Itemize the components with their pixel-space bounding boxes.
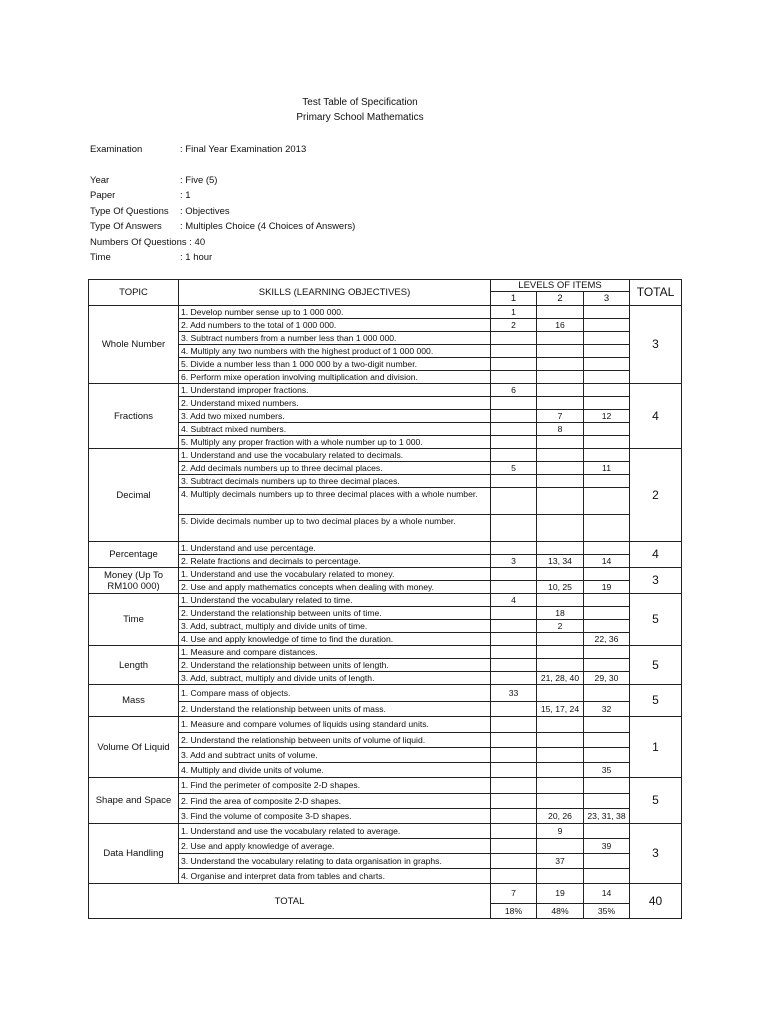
skill-cell: 4. Subtract mixed numbers. [179,423,491,436]
skill-cell: 2. Understand the relationship between units of time. [179,607,491,620]
topic-total-cell: 5 [630,778,682,824]
level-1-cell: 6 [491,384,537,397]
level-2-cell [537,778,584,794]
level-1-cell: 3 [491,555,537,568]
level-3-cell [584,607,630,620]
level-1-cell [491,869,537,884]
level-1-cell [491,607,537,620]
level-3-cell: 12 [584,410,630,423]
topic-total-cell: 5 [630,646,682,685]
level-1-cell [491,542,537,555]
skill-cell: 2. Understand mixed numbers. [179,397,491,410]
level-2-cell [537,794,584,809]
skill-cell: 2. Understand the relationship between units of mass. [179,702,491,717]
level-2-cell [537,646,584,659]
skill-cell: 2. Add decimals numbers up to three decimal places. [179,462,491,475]
level-1-cell [491,763,537,778]
doc-title: Test Table of Specification [302,97,418,108]
skill-cell: 4. Organise and interpret data from tables and charts. [179,869,491,884]
table-row [89,824,682,839]
meta-value: : Multiples Choice (4 Choices of Answers) [180,221,356,232]
level-2-cell: 13, 34 [537,555,584,568]
topic-total-cell: 2 [630,449,682,542]
skill-cell: 2. Find the area of composite 2-D shapes. [179,794,491,809]
level-1-cell [491,633,537,646]
skill-cell: 1. Measure and compare distances. [179,646,491,659]
level-2-cell [537,449,584,462]
level-1-cell: 4 [491,594,537,607]
meta-label: Examination [90,144,143,155]
level-1-cell [491,410,537,423]
level-3-cell [584,475,630,488]
table-row [89,778,682,794]
level-1-cell [491,733,537,748]
level-3-cell [584,423,630,436]
skill-cell: 5. Divide a number less than 1 000 000 by a two-digit number. [179,358,491,371]
level-3-cell: 19 [584,581,630,594]
topic-cell: Length [89,646,179,685]
level-2-cell [537,594,584,607]
level-2-cell [537,748,584,763]
topic-total-cell: 3 [630,568,682,594]
level-2-cell [537,371,584,384]
level-2-cell [537,462,584,475]
level-3-cell [584,384,630,397]
level-3-cell [584,620,630,633]
skill-cell: 2. Understand the relationship between units of length. [179,659,491,672]
skill-cell: 1. Compare mass of objects. [179,685,491,702]
level-3-cell [584,397,630,410]
level-1-cell [491,397,537,410]
topic-total-cell: 5 [630,685,682,717]
topic-cell: Data Handling [89,824,179,884]
percent-level-3: 35% [584,904,630,919]
skill-cell: 5. Divide decimals number up to two decimal places by a whole number. [179,515,491,542]
skill-cell: 1. Understand and use the vocabulary related to decimals. [179,449,491,462]
level-2-cell [537,869,584,884]
level-1-cell [491,568,537,581]
table-row [89,646,682,659]
skill-cell: 1. Understand improper fractions. [179,384,491,397]
level-2-cell [537,488,584,515]
topic-cell: Time [89,594,179,646]
skill-cell: 5. Multiply any proper fraction with a whole number up to 1 000. [179,436,491,449]
meta-label: Paper [90,190,116,201]
level-3-cell [584,778,630,794]
level-1-cell: 5 [491,462,537,475]
level-1-cell [491,358,537,371]
level-3-cell [584,345,630,358]
topic-cell: Shape and Space [89,778,179,824]
skill-cell: 2. Understand the relationship between units of volume of liquid. [179,733,491,748]
skill-cell: 2. Add numbers to the total of 1 000 000. [179,319,491,332]
table-row [89,449,682,462]
level-3-cell [584,449,630,462]
skill-cell: 1. Understand and use percentage. [179,542,491,555]
level-3-cell [584,319,630,332]
level-2-cell [537,332,584,345]
level-3-cell [584,332,630,345]
level-2-cell: 9 [537,824,584,839]
table-row [89,594,682,607]
skill-cell: 4. Multiply decimals numbers up to three decimal places with a whole number. [179,488,491,515]
level-1-cell [491,620,537,633]
level-1-cell [491,436,537,449]
meta-value: : 1 [180,190,191,201]
level-1-cell: 33 [491,685,537,702]
level-3-cell: 29, 30 [584,672,630,685]
level-2-cell: 37 [537,854,584,869]
meta-label: Time [90,252,111,263]
skill-cell: 1. Understand and use the vocabulary related to money. [179,568,491,581]
level-2-cell [537,345,584,358]
level-3-cell: 32 [584,702,630,717]
level-1-cell [491,794,537,809]
topic-total-cell: 5 [630,594,682,646]
level-3-cell [584,436,630,449]
total-row-label: TOTAL [89,884,491,919]
level-1-cell [491,839,537,854]
level-1-cell [491,778,537,794]
skill-cell: 1. Develop number sense up to 1 000 000. [179,306,491,319]
table-row [89,384,682,397]
topic-cell: Volume Of Liquid [89,717,179,778]
meta-label: Year [90,175,110,186]
skill-cell: 3. Find the volume of composite 3-D shapes. [179,809,491,824]
level-2-cell [537,515,584,542]
skill-cell: 1. Understand the vocabulary related to time. [179,594,491,607]
table-row [89,542,682,555]
level-3-cell [584,306,630,319]
level-2-cell [537,763,584,778]
percent-level-1: 18% [491,904,537,919]
level-3-cell [584,685,630,702]
level-1-cell [491,824,537,839]
level-3-cell [584,717,630,733]
levels-header: LEVELS OF ITEMS [491,280,630,292]
total-level-1: 7 [491,884,537,904]
topic-cell: Decimal [89,449,179,542]
meta-label: Type Of Answers [90,221,162,232]
level-1-cell [491,748,537,763]
level-1-cell [491,332,537,345]
level-2-cell: 7 [537,410,584,423]
level-3-cell [584,733,630,748]
level-1-cell [491,646,537,659]
level-3-cell [584,488,630,515]
level-1-cell [491,371,537,384]
topic-cell: Mass [89,685,179,717]
meta-value: : Final Year Examination 2013 [180,144,307,155]
level-2-cell: 10, 25 [537,581,584,594]
level-2-cell [537,659,584,672]
level-3-cell: 39 [584,839,630,854]
topic-cell: Whole Number [89,306,179,384]
level-2-cell [537,839,584,854]
level-3-cell [584,794,630,809]
level-3-cell [584,371,630,384]
level-3-cell [584,659,630,672]
topic-header: TOPIC [89,280,179,306]
topic-total-cell: 4 [630,384,682,449]
level-2-cell: 15, 17, 24 [537,702,584,717]
table-row [89,306,682,319]
skill-cell: 1. Find the perimeter of composite 2-D shapes. [179,778,491,794]
level-3-cell [584,869,630,884]
level-2-cell: 16 [537,319,584,332]
level-1-header: 1 [491,292,537,306]
level-3-cell [584,358,630,371]
skill-cell: 2. Use and apply mathematics concepts when dealing with money. [179,581,491,594]
level-3-cell: 22, 36 [584,633,630,646]
meta-value: : Five (5) [180,175,218,186]
skill-cell: 3. Add two mixed numbers. [179,410,491,423]
level-2-cell: 2 [537,620,584,633]
level-1-cell [491,345,537,358]
level-3-cell: 35 [584,763,630,778]
level-3-cell [584,824,630,839]
level-1-cell [491,854,537,869]
level-2-cell [537,633,584,646]
skill-cell: 3. Add, subtract, multiply and divide units of time. [179,620,491,633]
level-1-cell [491,717,537,733]
skills-header: SKILLS (LEARNING OBJECTIVES) [179,280,491,306]
level-3-cell: 11 [584,462,630,475]
level-3-cell [584,568,630,581]
level-1-cell [491,672,537,685]
skill-cell: 3. Add and subtract units of volume. [179,748,491,763]
level-1-cell [491,423,537,436]
level-3-cell [584,854,630,869]
skill-cell: 4. Multiply and divide units of volume. [179,763,491,778]
level-3-cell [584,594,630,607]
level-2-cell [537,436,584,449]
level-2-cell [537,475,584,488]
level-1-cell [491,475,537,488]
level-2-cell [537,733,584,748]
level-2-cell: 21, 28, 40 [537,672,584,685]
table-row [89,717,682,733]
skill-cell: 1. Understand and use the vocabulary related to average. [179,824,491,839]
skill-cell: 4. Multiply any two numbers with the highest product of 1 000 000. [179,345,491,358]
skill-cell: 3. Subtract numbers from a number less than 1 000 000. [179,332,491,345]
level-3-cell [584,748,630,763]
skill-cell: 2. Use and apply knowledge of average. [179,839,491,854]
level-2-cell [537,306,584,319]
level-2-cell [537,384,584,397]
level-3-cell [584,542,630,555]
total-level-2: 19 [537,884,584,904]
skill-cell: 3. Understand the vocabulary relating to data organisation in graphs. [179,854,491,869]
level-3-cell [584,646,630,659]
topic-cell: Fractions [89,384,179,449]
level-1-cell [491,515,537,542]
topic-cell: Percentage [89,542,179,568]
level-2-cell [537,717,584,733]
skill-cell: 4. Use and apply knowledge of time to find the duration. [179,633,491,646]
level-1-cell [491,702,537,717]
percent-level-2: 48% [537,904,584,919]
table-row [89,568,682,581]
specification-table [88,279,682,919]
level-2-cell [537,542,584,555]
topic-total-cell: 3 [630,306,682,384]
level-3-header: 3 [584,292,630,306]
level-2-cell [537,685,584,702]
topic-total-cell: 1 [630,717,682,778]
skill-cell: 3. Subtract decimals numbers up to three decimal places. [179,475,491,488]
topic-cell: Money (Up To RM100 000) [89,568,179,594]
doc-subtitle: Primary School Mathematics [296,112,424,123]
level-2-cell [537,397,584,410]
total-header: TOTAL [630,280,682,306]
skill-cell: 1. Measure and compare volumes of liquids using standard units. [179,717,491,733]
meta-label: Type Of Questions [90,206,169,217]
level-3-cell: 14 [584,555,630,568]
level-2-cell: 18 [537,607,584,620]
level-2-header: 2 [537,292,584,306]
level-1-cell [491,488,537,515]
level-3-cell [584,515,630,542]
meta-value: : 1 hour [180,252,213,263]
level-3-cell: 23, 31, 38 [584,809,630,824]
level-1-cell: 2 [491,319,537,332]
skill-cell: 3. Add, subtract, multiply and divide units of length. [179,672,491,685]
meta-value: : Objectives [180,206,230,217]
table-row [89,685,682,702]
level-2-cell: 8 [537,423,584,436]
level-1-cell [491,659,537,672]
skill-cell: 2. Relate fractions and decimals to percentage. [179,555,491,568]
grand-total: 40 [630,884,682,919]
level-2-cell [537,358,584,371]
skill-cell: 6. Perform mixe operation involving multiplication and division. [179,371,491,384]
total-level-3: 14 [584,884,630,904]
level-2-cell [537,568,584,581]
level-1-cell [491,581,537,594]
level-1-cell [491,449,537,462]
level-2-cell: 20, 26 [537,809,584,824]
level-1-cell: 1 [491,306,537,319]
topic-total-cell: 3 [630,824,682,884]
topic-total-cell: 4 [630,542,682,568]
meta-label: Numbers Of Questions : 40 [90,237,206,248]
level-1-cell [491,809,537,824]
